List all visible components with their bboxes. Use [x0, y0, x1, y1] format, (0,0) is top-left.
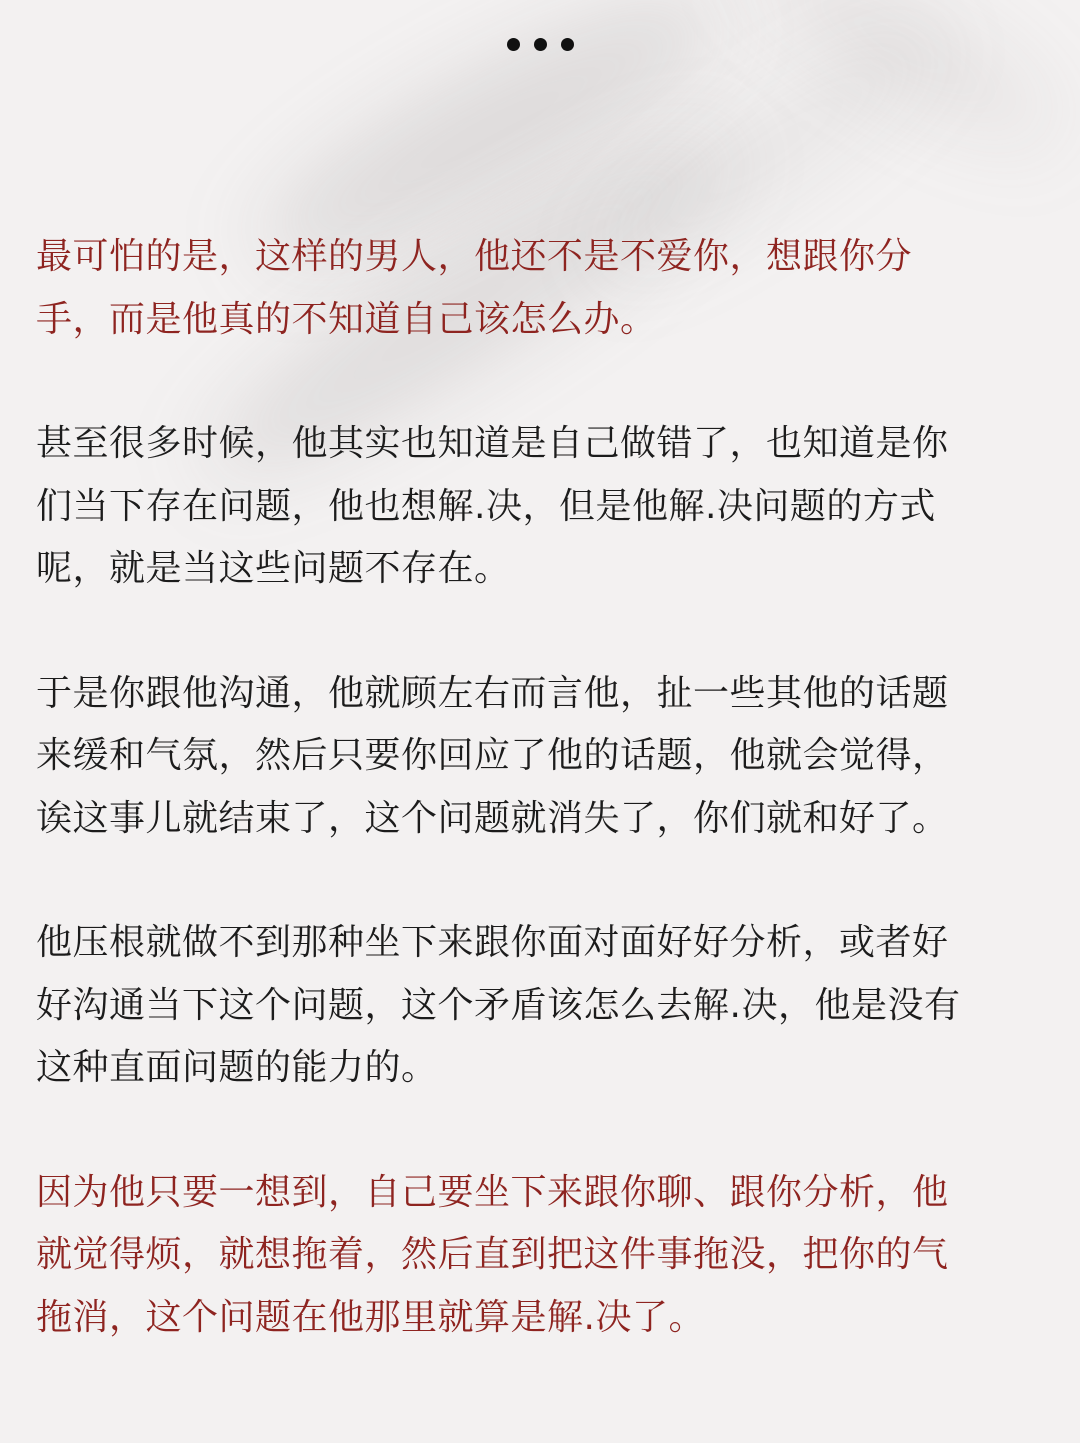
dot — [507, 38, 520, 51]
paragraph-5: 因为他只要一想到，自己要坐下来跟你聊、跟你分析，他 就觉得烦，就想拖着，然后直到把这件事拖没，把你的气 拖消，这个问题在他那里就算是解.决了。 — [36, 1171, 949, 1338]
more-dots-icon — [0, 38, 1080, 51]
paragraph-2: 甚至很多时候，他其实也知道是自己做错了，也知道是你 们当下存在问题，他也想解.决，但是他解.决问题的方式 呢，就是当这些问题不存在。 — [36, 423, 949, 589]
article-body — [36, 226, 1036, 1349]
dot — [561, 38, 574, 51]
dot — [534, 38, 547, 51]
paragraph-4: 他压根就做不到那种坐下来跟你面对面好好分析，或者好 好沟通当下这个问题，这个矛盾该怎么去解.决，他是没有 这种直面问题的能力的。 — [36, 922, 961, 1088]
paragraph-1: 最可怕的是，这样的男人，他还不是不爱你，想跟你分 手，而是他真的不知道自己该怎么办。 — [36, 236, 913, 340]
paragraph-3: 于是你跟他沟通，他就顾左右而言他，扯一些其他的话题 来缓和气氛，然后只要你回应了他的话题，他就会觉得， 诶这事儿就结束了，这个问题就消失了，你们就和好了。 — [36, 672, 949, 839]
